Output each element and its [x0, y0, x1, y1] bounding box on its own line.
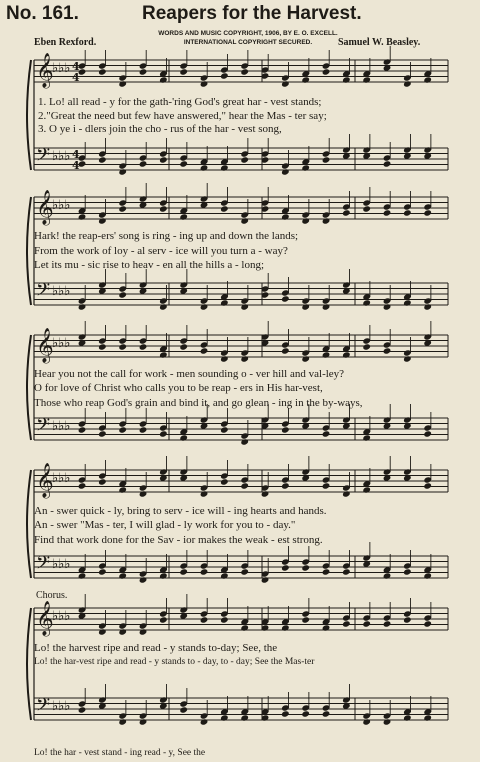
- brace: [27, 60, 31, 170]
- note-head: [118, 168, 127, 175]
- note-head: [240, 68, 249, 75]
- note-head: [179, 568, 188, 575]
- note-head: [383, 209, 392, 216]
- note-head: [322, 482, 331, 489]
- note-head: [220, 426, 229, 433]
- note-head: [220, 164, 229, 171]
- note-head: [362, 76, 371, 83]
- treble-clef: 𝄞: [36, 601, 54, 636]
- note-head: [403, 80, 412, 87]
- note-head: [301, 616, 310, 623]
- note-head: [220, 205, 229, 212]
- lyric-line: From the work of loy - al serv - ice will you turn a - way?: [34, 245, 288, 257]
- note-head: [301, 710, 310, 717]
- brace: [27, 608, 31, 720]
- note-head: [342, 568, 351, 575]
- copyright-line-2: INTERNATIONAL COPYRIGHT SECURED.: [183, 39, 313, 46]
- note-head: [322, 624, 331, 631]
- note-head: [301, 355, 310, 362]
- note-head: [423, 620, 432, 627]
- bass-clef: 𝄢: [36, 145, 51, 170]
- note-head: [159, 616, 168, 623]
- note-head: [240, 714, 249, 721]
- note-head: [78, 303, 87, 310]
- treble-clef: 𝄞: [36, 463, 54, 498]
- note-head: [78, 426, 87, 433]
- note-head: [159, 205, 168, 212]
- note-head: [78, 213, 87, 220]
- note-head: [159, 430, 168, 437]
- note-head: [240, 568, 249, 575]
- bass-clef: 𝄢: [36, 415, 51, 440]
- note-head: [423, 430, 432, 437]
- note-head: [281, 168, 290, 175]
- note-head: [281, 564, 290, 571]
- author-credit: Eben Rexford.: [34, 37, 97, 48]
- key-signature: ♭♭♭: [52, 149, 71, 164]
- note-head: [322, 568, 331, 575]
- note-head: [281, 426, 290, 433]
- note-head: [322, 303, 331, 310]
- note-head: [159, 76, 168, 83]
- note-head: [403, 209, 412, 216]
- key-signature: ♭♭♭: [52, 419, 71, 434]
- note-head: [118, 205, 127, 212]
- lyric-line: Hear you not the call for work - men sounding o - ver hill and val-ley?: [34, 368, 345, 380]
- treble-clef: 𝄞: [36, 190, 54, 225]
- note-head: [403, 616, 412, 623]
- time-signature: 4: [72, 71, 80, 84]
- note-head: [322, 351, 331, 358]
- note-head: [362, 299, 371, 306]
- bass-clef: 𝄢: [36, 553, 51, 578]
- note-head: [342, 209, 351, 216]
- note-head: [179, 68, 188, 75]
- note-head: [240, 482, 249, 489]
- note-head: [139, 426, 148, 433]
- lyric-line: Lo! the har - vest stand - ing read - y, See the: [34, 748, 206, 758]
- note-head: [240, 156, 249, 163]
- lyric-line: 2."Great the need but few have answered," hear the Mas - ter say;: [38, 110, 327, 122]
- note-head: [200, 80, 209, 87]
- time-signature: 4: [72, 60, 80, 73]
- note-head: [403, 714, 412, 721]
- note-head: [362, 486, 371, 493]
- lyric-line: Those who reap God's grain and bind it, and go glean - ing in the by-ways,: [34, 397, 363, 409]
- note-head: [98, 568, 107, 575]
- note-head: [403, 299, 412, 306]
- time-signature: 4: [72, 159, 80, 172]
- lyric-line: Let its mu - sic rise to heav - en all the hills a - long;: [34, 259, 265, 271]
- note-head: [281, 710, 290, 717]
- note-head: [139, 68, 148, 75]
- note-head: [322, 156, 331, 163]
- note-head: [281, 624, 290, 631]
- note-head: [118, 628, 127, 635]
- note-head: [403, 568, 412, 575]
- note-head: [301, 564, 310, 571]
- note-head: [139, 576, 148, 583]
- note-head: [322, 217, 331, 224]
- note-head: [139, 718, 148, 725]
- note-head: [159, 156, 168, 163]
- brace: [27, 335, 31, 440]
- note-head: [403, 355, 412, 362]
- note-head: [78, 706, 87, 713]
- treble-clef: 𝄞: [36, 328, 54, 363]
- chorus-label: Chorus.: [36, 590, 68, 601]
- note-head: [362, 343, 371, 350]
- note-head: [118, 486, 127, 493]
- note-head: [159, 572, 168, 579]
- note-head: [98, 430, 107, 437]
- note-head: [98, 217, 107, 224]
- note-head: [383, 620, 392, 627]
- note-head: [159, 303, 168, 310]
- note-head: [342, 351, 351, 358]
- note-head: [220, 714, 229, 721]
- note-head: [200, 164, 209, 171]
- note-head: [383, 160, 392, 167]
- note-head: [240, 624, 249, 631]
- note-head: [362, 434, 371, 441]
- note-head: [342, 76, 351, 83]
- key-signature: ♭♭♭: [52, 198, 71, 213]
- note-head: [118, 572, 127, 579]
- note-head: [362, 718, 371, 725]
- note-head: [220, 299, 229, 306]
- note-head: [281, 482, 290, 489]
- lyric-line: An - swer "Mas - ter, I will glad - ly work for you to - day.": [34, 519, 296, 531]
- key-signature: ♭♭♭: [52, 609, 71, 624]
- note-head: [98, 628, 107, 635]
- bass-clef: 𝄢: [36, 695, 51, 720]
- lyric-line: 3. O ye i - dlers join the cho - rus of the har - vest song,: [38, 123, 282, 135]
- note-head: [301, 76, 310, 83]
- note-head: [342, 620, 351, 627]
- bass-clef: 𝄢: [36, 280, 51, 305]
- note-head: [301, 164, 310, 171]
- lyric-line: O for love of Christ who calls you to be reap - ers in His har-vest,: [34, 382, 323, 394]
- note-head: [423, 209, 432, 216]
- note-head: [179, 706, 188, 713]
- hymn-title: Reapers for the Harvest.: [142, 3, 362, 24]
- note-head: [139, 343, 148, 350]
- note-head: [98, 478, 107, 485]
- note-head: [423, 303, 432, 310]
- note-head: [322, 710, 331, 717]
- note-head: [118, 718, 127, 725]
- lyric-line: Lo! the har-vest ripe and read - y stands to - day, to - day; See the Mas-ter: [34, 657, 315, 667]
- note-head: [179, 213, 188, 220]
- lyric-line: Find that work done for the Sav - ior makes the weak - est strong.: [34, 534, 323, 546]
- note-head: [383, 572, 392, 579]
- note-head: [220, 572, 229, 579]
- note-head: [200, 490, 209, 497]
- note-head: [240, 438, 249, 445]
- note-head: [423, 482, 432, 489]
- note-head: [118, 80, 127, 87]
- brace: [27, 470, 31, 578]
- key-signature: ♭♭♭: [52, 61, 71, 76]
- note-head: [78, 482, 87, 489]
- hymn-number: No. 161.: [6, 3, 79, 24]
- copyright-line-1: WORDS AND MUSIC COPYRIGHT, 1906, BY E. O. EXCELL.: [158, 30, 338, 37]
- note-head: [78, 572, 87, 579]
- note-head: [322, 68, 331, 75]
- note-head: [179, 160, 188, 167]
- note-head: [240, 355, 249, 362]
- key-signature: ♭♭♭: [52, 471, 71, 486]
- note-head: [139, 160, 148, 167]
- note-head: [220, 478, 229, 485]
- note-head: [200, 718, 209, 725]
- note-head: [423, 76, 432, 83]
- note-head: [139, 628, 148, 635]
- note-head: [179, 343, 188, 350]
- brace: [27, 197, 31, 305]
- note-head: [118, 426, 127, 433]
- treble-clef: 𝄞: [36, 53, 54, 88]
- note-head: [98, 156, 107, 163]
- lyric-line: Lo! the harvest ripe and read - y stands to-day; See, the: [34, 642, 278, 654]
- note-head: [423, 572, 432, 579]
- note-head: [240, 217, 249, 224]
- note-head: [200, 616, 209, 623]
- key-signature: ♭♭♭: [52, 699, 71, 714]
- note-head: [383, 718, 392, 725]
- note-head: [281, 80, 290, 87]
- note-head: [342, 490, 351, 497]
- note-head: [220, 355, 229, 362]
- note-head: [98, 68, 107, 75]
- note-head: [281, 213, 290, 220]
- note-head: [220, 72, 229, 79]
- note-head: [362, 620, 371, 627]
- note-head: [362, 205, 371, 212]
- note-head: [200, 568, 209, 575]
- note-head: [200, 347, 209, 354]
- note-head: [179, 434, 188, 441]
- time-signature: 4: [72, 148, 80, 161]
- note-head: [383, 347, 392, 354]
- note-head: [220, 616, 229, 623]
- note-head: [301, 217, 310, 224]
- note-head: [322, 430, 331, 437]
- lyric-line: 1. Lo! all read - y for the gath-'ring God's great har - vest stands;: [38, 96, 322, 108]
- note-head: [98, 343, 107, 350]
- note-head: [118, 291, 127, 298]
- note-head: [281, 295, 290, 302]
- note-head: [240, 303, 249, 310]
- note-head: [281, 347, 290, 354]
- lyric-line: Hark! the reap-ers' song is ring - ing up and down the lands;: [34, 230, 299, 242]
- note-head: [301, 303, 310, 310]
- note-head: [118, 343, 127, 350]
- composer-credit: Samuel W. Beasley.: [338, 37, 421, 48]
- key-signature: ♭♭♭: [52, 557, 71, 572]
- note-head: [200, 303, 209, 310]
- note-head: [383, 303, 392, 310]
- lyric-line: An - swer quick - ly, bring to serv - ice will - ing hearts and hands.: [34, 505, 327, 517]
- note-head: [159, 351, 168, 358]
- key-signature: ♭♭♭: [52, 336, 71, 351]
- key-signature: ♭♭♭: [52, 284, 71, 299]
- note-head: [423, 714, 432, 721]
- note-head: [139, 490, 148, 497]
